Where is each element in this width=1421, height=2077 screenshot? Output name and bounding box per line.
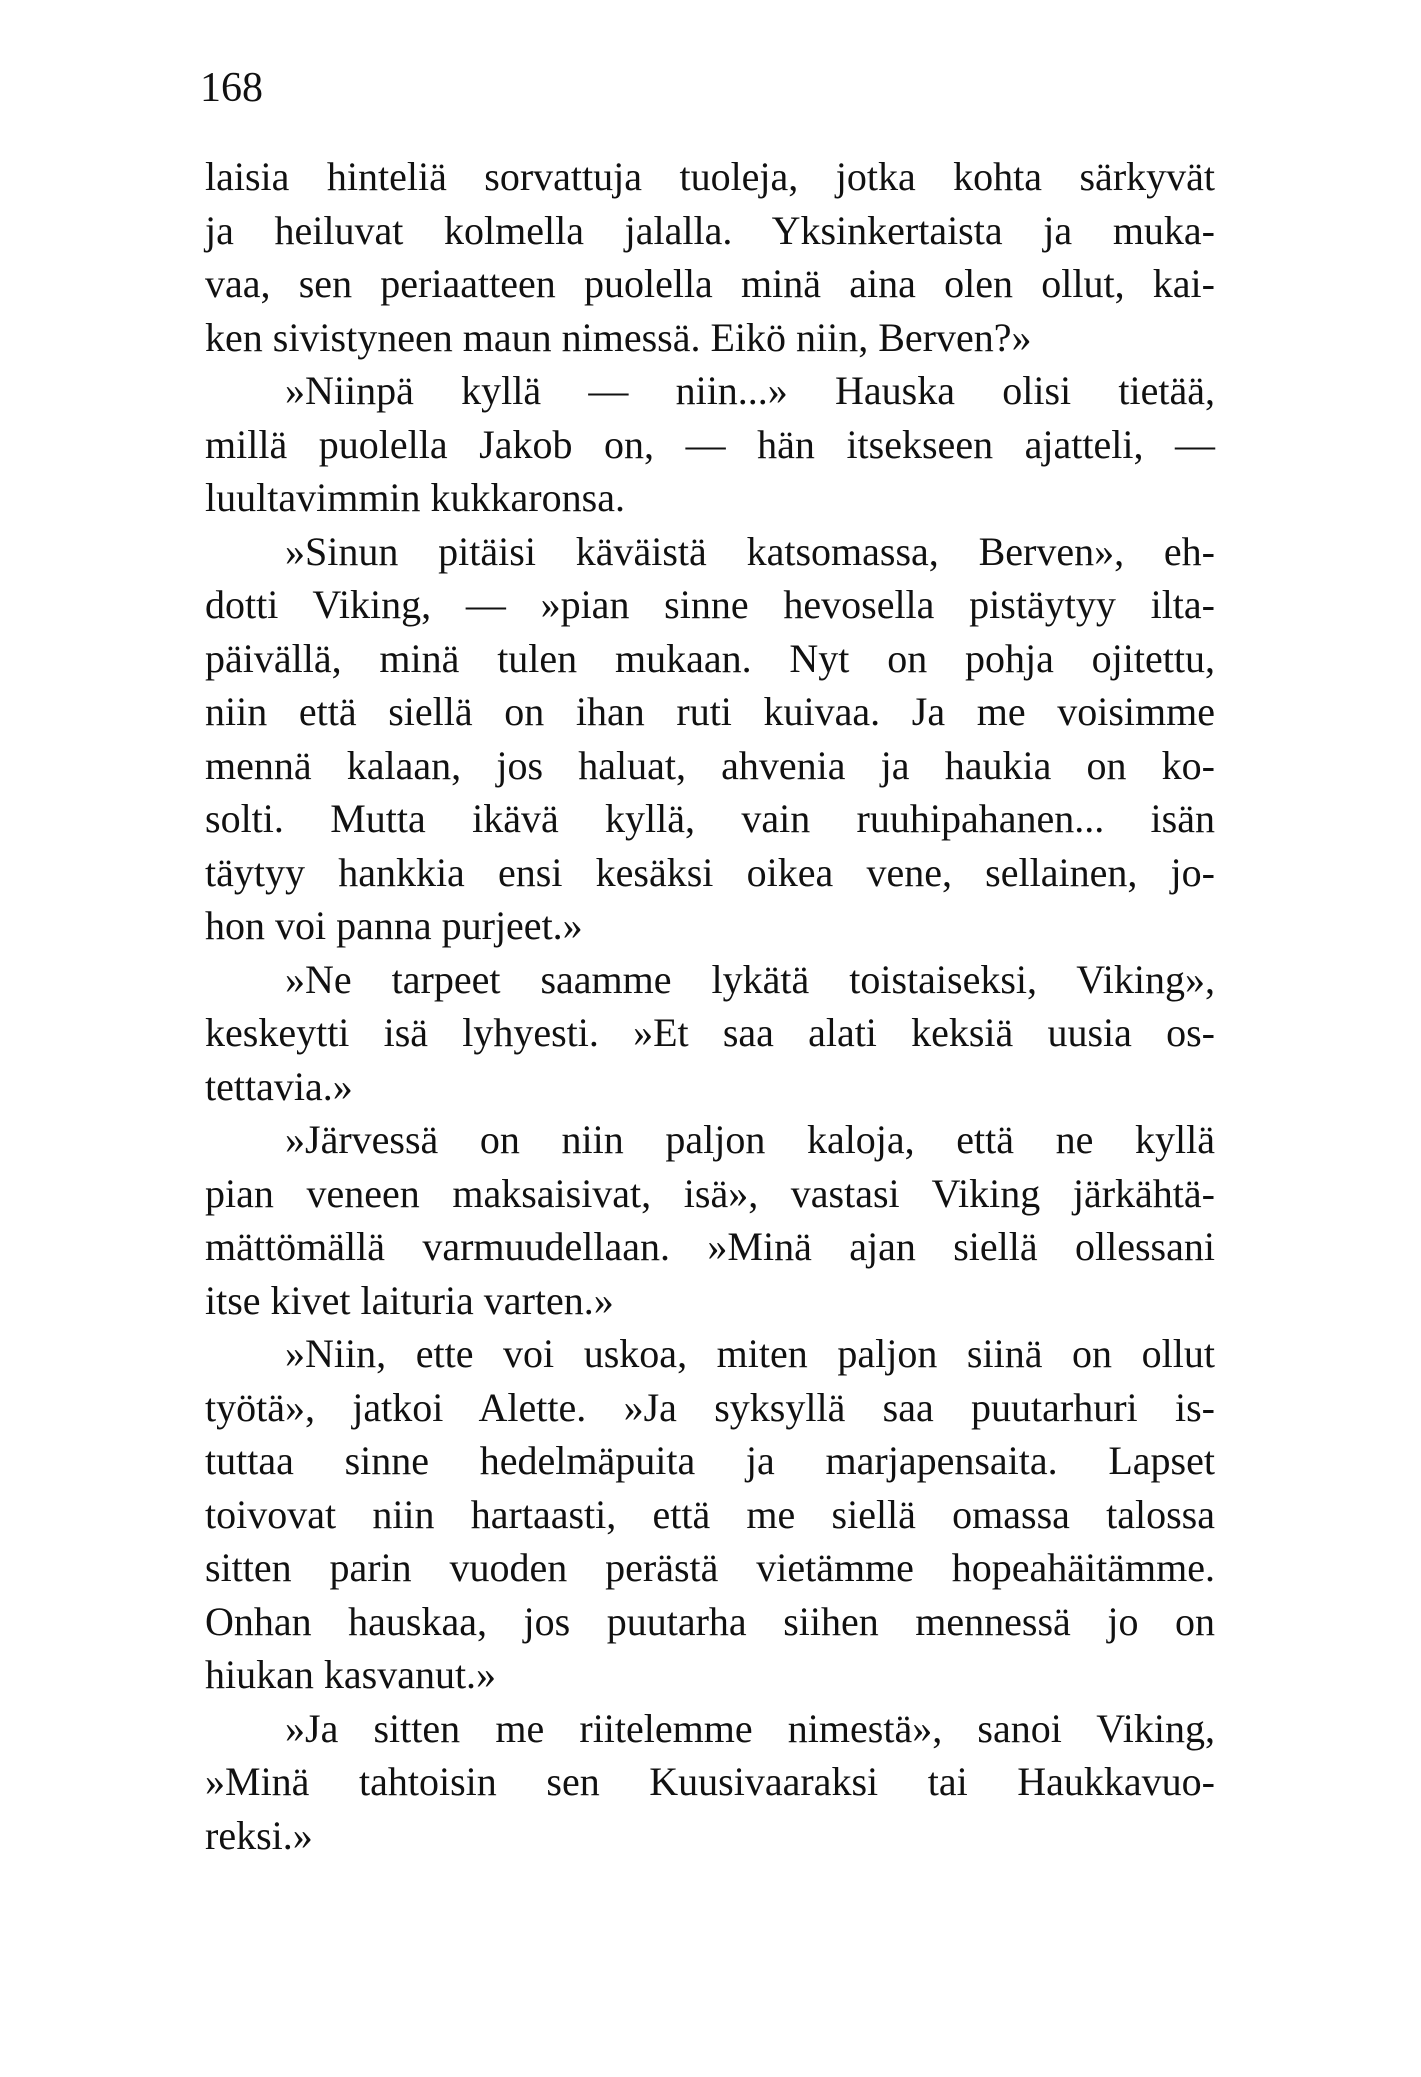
text-line: itse kivet laituria varten.» [205,1277,614,1323]
text-line: hiukan kasvanut.» [205,1652,497,1697]
text-line: toivovat niin hartaasti, että me siellä omassa talossa [205,1491,1215,1537]
text-line: pian veneen maksaisivat, isä», vastasi Viking järkähtä- [205,1170,1215,1216]
text-line: »Niinpä kyllä — niin...» Hauska olisi tietää, [285,368,1215,413]
text-line: sitten parin vuoden perästä vietämme hopeahäitämme. [205,1545,1215,1590]
text-line: »Sinun pitäisi käväistä katsomassa, Berven», eh- [285,528,1215,574]
text-line: »Niin, ette voi uskoa, miten paljon siinä on ollut [285,1331,1215,1376]
text-line: laisia hinteliä sorvattuja tuoleja, jotka kohta särkyvät [205,154,1215,199]
text-line: »Minä tahtoisin sen Kuusivaaraksi tai Haukkavuo- [205,1759,1215,1804]
text-line: solti. Mutta ikävä kyllä, vain ruuhipahanen... isän [205,796,1215,841]
text-line: keskeytti isä lyhyesti. »Et saa alati keksiä uusia os- [205,1010,1215,1055]
text-line: mättömällä varmuudellaan. »Minä ajan siellä ollessani [205,1224,1215,1269]
text-line: dotti Viking, — »pian sinne hevosella pistäytyy ilta- [205,582,1215,627]
text-line: Onhan hauskaa, jos puutarha siihen mennessä jo on [205,1598,1215,1644]
text-line: reksi.» [205,1812,313,1858]
text-line: luultavimmin kukkaronsa. [205,475,625,520]
text-line: työtä», jatkoi Alette. »Ja syksyllä saa puutarhuri is- [205,1384,1215,1430]
text-line: millä puolella Jakob on, — hän itsekseen ajatteli, — [205,421,1215,467]
text-line: täytyy hankkia ensi kesäksi oikea vene, sellainen, jo- [205,849,1215,895]
text-line: ja heiluvat kolmella jalalla. Yksinkertaista ja muka- [205,207,1215,253]
text-line: mennä kalaan, jos haluat, ahvenia ja haukia on ko- [205,742,1215,788]
body-text [205,150,1215,1862]
page-number: 168 [200,65,263,111]
text-line: »Ne tarpeet saamme lykätä toistaiseksi, Viking», [285,956,1215,1002]
text-line: tuttaa sinne hedelmäpuita ja marjapensaita. Lapset [205,1438,1215,1483]
text-line: vaa, sen periaatteen puolella minä aina olen ollut, kai- [205,261,1215,306]
text-line: niin että siellä on ihan ruti kuivaa. Ja me voisimme [205,689,1215,734]
text-line: ken sivistyneen maun nimessä. Eikö niin, Berven?» [205,314,1032,360]
text-line: »Järvessä on niin paljon kaloja, että ne kyllä [285,1117,1215,1162]
text-line: tettavia.» [205,1063,353,1109]
text-line: »Ja sitten me riitelemme nimestä», sanoi Viking, [285,1705,1215,1751]
text-line: päivällä, minä tulen mukaan. Nyt on pohja ojitettu, [205,635,1215,681]
text-line: hon voi panna purjeet.» [205,903,583,948]
